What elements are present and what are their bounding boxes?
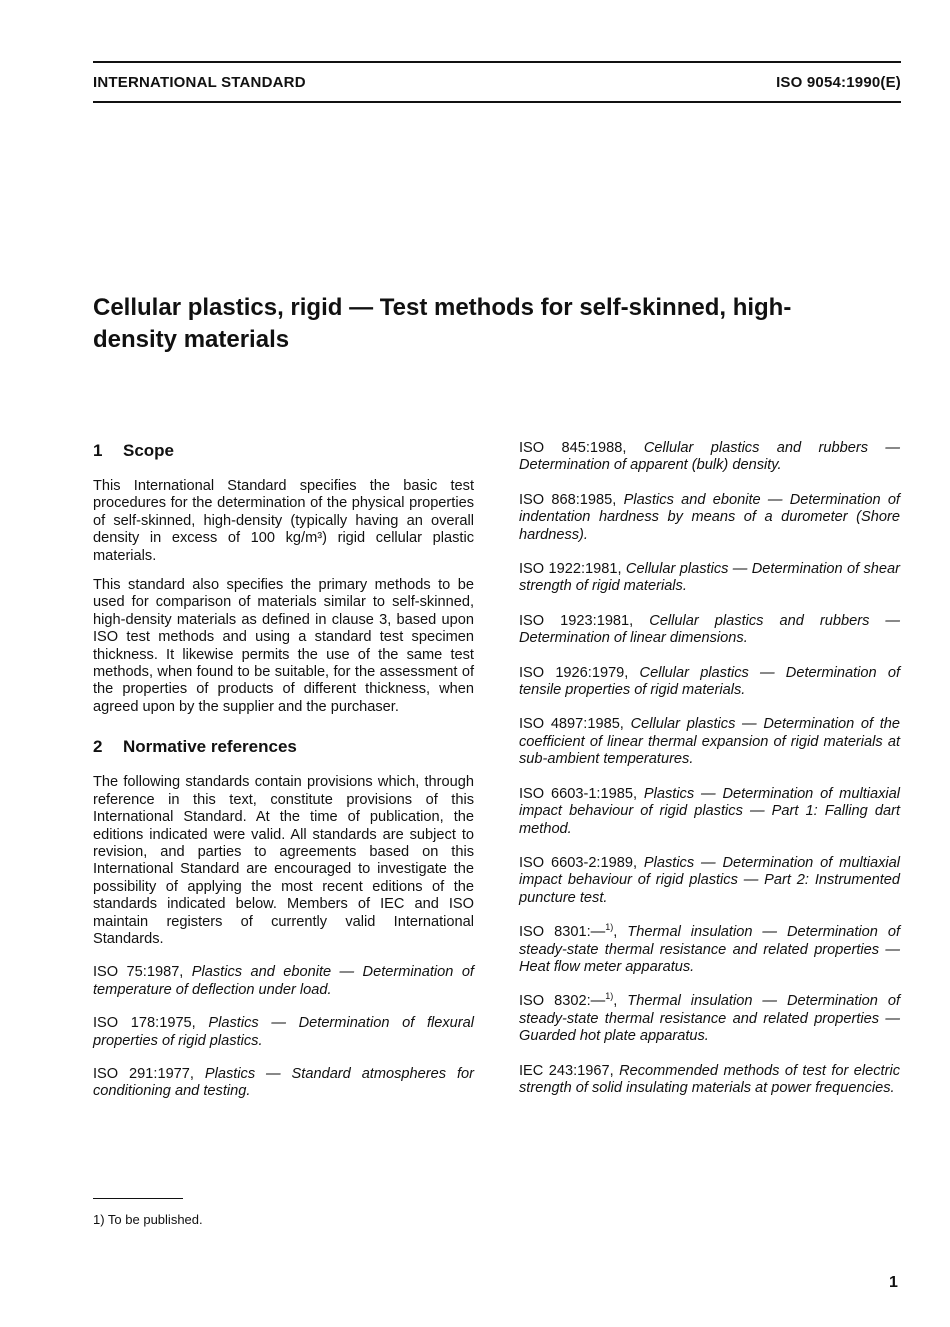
reference-code: ISO 845:1988, [519,440,627,456]
footnote-rule [93,1198,183,1199]
reference-item [93,1066,474,1101]
reference-item [93,964,474,999]
reference-title: Plastics and ebonite — Determination of temperature of deflection under load. [93,964,474,998]
reference-item [519,716,900,768]
section-2-title: Normative references [123,737,297,757]
section-1-heading [93,440,474,462]
reference-title: Cellular plastics and rubbers — Determination of apparent (bulk) density. [519,440,901,474]
header-document-id: ISO 9054:1990(E) [776,74,901,91]
reference-item [519,786,900,838]
reference-code: ISO 4897:1985, [519,716,624,733]
scope-paragraph: This International Standard specifies the basic test procedures for the determination of the physical properties of self-skinned, high-density (typically having an overall density in excess of 100 kg/m³) rigid cellular plastic materials. [93,478,474,564]
header-top-rule [93,61,901,63]
reference-item [519,561,900,596]
section-1-title: Scope [123,441,175,460]
scope-paragraph: This standard also specifies the primary methods to be used for comparison of materials similar to self-skinned, high-density materials as defined in clause 3, based upon ISO test methods and using a standard test specimen thickness. It likewise permits the use of the same test methods, when found to be suitable, for the assessment of the properties of products of different thickness, when agreed upon by the supplier and the purchaser. [93,577,474,715]
reference-title: Plastics — Determination of multiaxial impact behaviour of rigid plastics — Part 2: Instrumented puncture test. [519,854,900,906]
header-bottom-rule [93,101,901,103]
references-intro: The following standards contain provisions which, through reference in this text, constitute provisions of this International Standard. At the time of publication, the editions indicated were valid. All standards are subject to revision, and parties to agreements based on this International Standard are encouraged to investigate the possibility of applying the most recent editions of the standards indicated below. Members of IEC and ISO maintain registers of currently valid International Standards. [93,774,474,947]
reference-code: ISO 1922:1981, [519,561,622,578]
reference-item [519,440,900,475]
right-column [519,440,900,1097]
reference-list-left [93,964,474,1100]
reference-code: ISO 8302:— [519,993,606,1010]
reference-item: ISO 8301:—$^{1)}$, Thermal insulation — Determination of steady-state thermal resistance and related properties — Heat flow meter apparatus. [519,922,900,975]
reference-code: ISO 868:1985, [519,491,617,508]
reference-title: Thermal insulation — Determination of steady-state thermal resistance and related properties — Heat flow meter apparatus. [519,924,900,975]
reference-title: Plastics — Standard atmospheres for conditioning and testing. [93,1065,474,1100]
reference-title: Recommended methods of test for electric strength of solid insulating materials at power frequencies. [519,1062,900,1096]
reference-title: Thermal insulation — Determination of steady-state thermal resistance and related properties — Guarded hot plate apparatus. [519,993,900,1045]
footnote-marker: 1) [605,991,614,1002]
reference-code: ISO 6603-2:1989, [519,854,638,871]
reference-item [519,665,900,700]
section-2-heading [93,736,474,758]
section-2-number: 2 [93,737,103,757]
reference-list-right [519,440,900,1097]
reference-item [93,1015,474,1050]
footnote-marker: 1) [605,922,614,933]
reference-code: IEC 243:1967, [519,1062,614,1079]
reference-item [519,613,900,648]
reference-code: ISO 8301:— [519,924,606,941]
reference-item [519,492,900,544]
reference-item [519,1063,900,1098]
reference-title: Cellular plastics — Determination of the coefficient of linear thermal expansion of rigid materials at sub-ambient temperatures. [519,716,900,768]
reference-title: Plastics — Determination of flexural properties of rigid plastics. [93,1015,474,1049]
section-1-number: 1 [93,441,103,460]
reference-code: ISO 1926:1979, [519,664,629,681]
reference-item [519,855,900,907]
page-number: 1 [889,1274,898,1291]
footnote: 1) To be published. [93,1212,203,1227]
reference-title: Plastics — Determination of multiaxial impact behaviour of rigid plastics — Part 1: Falling dart method. [519,785,900,837]
header-standard-label: INTERNATIONAL STANDARD [93,74,306,91]
reference-item: ISO 8302:—$^{1)}$, Thermal insulation — Determination of steady-state thermal resistance and related properties — Guarded hot plate apparatus. [519,991,900,1045]
reference-code: ISO 1923:1981, [519,612,634,629]
reference-title: Cellular plastics — Determination of tensile properties of rigid materials. [519,664,900,699]
left-column [93,440,474,1101]
reference-code: ISO 6603-1:1985, [519,785,638,802]
page-title: Cellular plastics, rigid — Test methods for self-skinned, high-density materials [93,294,792,353]
reference-title: Plastics and ebonite — Determination of indentation hardness by means of a durometer (Shore hardness). [519,491,900,543]
reference-code: ISO 75:1987, [93,964,184,981]
reference-title: Cellular plastics and rubbers — Determination of linear dimensions. [519,612,900,647]
reference-code: ISO 291:1977, [93,1065,194,1082]
reference-title: Cellular plastics — Determination of shear strength of rigid materials. [519,561,900,595]
reference-code: ISO 178:1975, [93,1015,196,1032]
